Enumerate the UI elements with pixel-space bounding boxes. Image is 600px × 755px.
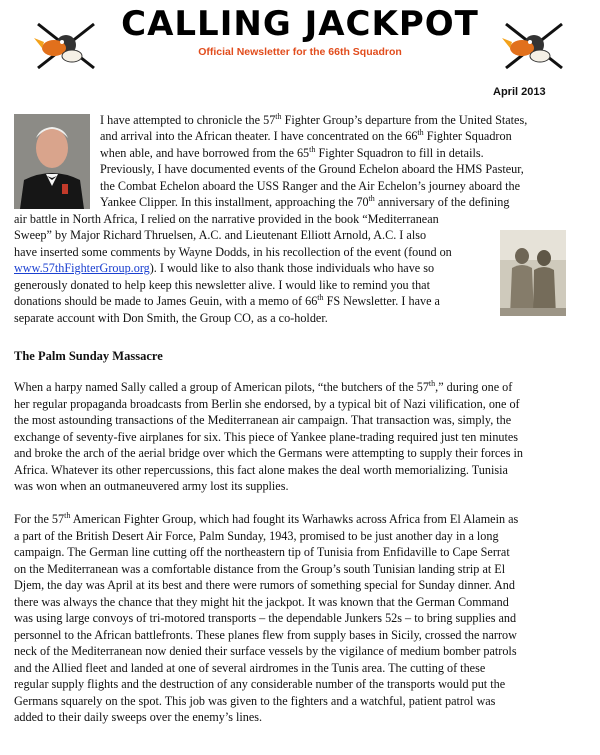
body-line: added to their daily sweeps over the enemy’s lines.	[14, 710, 263, 724]
intro-line: I have attempted to chronicle the 57th Fighter Group’s departure from the United States,	[100, 111, 528, 127]
body-line: For the 57th American Fighter Group, which had fought its Warhawks across Africa from El Alamein as	[14, 510, 519, 526]
squadron-insignia-icon	[500, 18, 568, 74]
intro-line: Sweep” by Major Richard Thruelsen, A.C. and Lieutenant Elliott Arnold, A.C. I also	[14, 228, 427, 242]
body-line: on the Mediterranean was a comfortable distance from the Group’s south Tunisian landing strip at El	[14, 562, 506, 576]
squadron-insignia-icon	[32, 18, 100, 74]
body-line: personnel to the African battlefronts. These planes flew from supply bases in Sicily, crossed the narrow	[14, 628, 517, 642]
intro-line: generously donated to help keep this newsletter alive. I would like to remind you that	[14, 278, 430, 292]
body-line: Germans squarely on the spot. This job was given to the fighters and a watchful, patient patrol was	[14, 694, 496, 708]
body-line: and broke the arch of the aerial bridge over which the Germans were attempting to supply their forces in	[14, 446, 523, 460]
body-line: a part of the British Desert Air Force, Palm Sunday, 1943, promised to be just another day in a long	[14, 529, 499, 543]
body-line: exchange of seventy-five airplanes for six. This piece of Yankee plane-trading required just ten minutes	[14, 430, 519, 444]
group-website-link[interactable]: www.57thFighterGroup.org	[14, 261, 150, 275]
body-line: regular supply flights and the destruction of any considerable number of the transports would put the	[14, 677, 506, 691]
intro-line: and arrival into the African theater. I have concentrated on the 66th Fighter Squadron	[100, 127, 512, 143]
intro-line: donations should be made to James Geuin, with a memo of 66th FS Newsletter. I have a	[14, 292, 440, 308]
body-line: neck of the Mediterranean now denied their surface vessels by the vigilance of medium bomber patrols	[14, 644, 517, 658]
intro-line: Previously, I have documented events of the Ground Echelon aboard the HMS Pasteur,	[100, 162, 524, 176]
masthead	[100, 4, 500, 58]
section-heading: The Palm Sunday Massacre	[14, 349, 163, 363]
intro-line: Yankee Clipper. In this installment, approaching the 70th anniversary of the defining	[100, 193, 510, 209]
body-line: her regular propaganda broadcasts from Berlin she endorsed, by a typical bit of Nazi vilification, one of	[14, 397, 520, 411]
body-line: was using large convoys of tri-motored transports – the dependable Junkers 52s – to bring supplies and	[14, 611, 517, 625]
issue-date: April 2013	[493, 86, 546, 98]
intro-line: have inserted some comments by Wayne Dodds, in his recollection of the event (found on	[14, 245, 452, 259]
body-line: campaign. The German line cutting off the northeastern tip of Tunisia from Enfidaville to Cape Serrat	[14, 545, 510, 559]
intro-line: air battle in North Africa, I relied on the narrative provided in the book “Mediterranean	[14, 212, 439, 226]
intro-line: when able, and have borrowed from the 65th Fighter Squadron to fill in details.	[100, 144, 484, 160]
body-line: and the Allied fleet and landed at one of several airdromes in the Tunis area. The cutting of these	[14, 661, 486, 675]
intro-line: separate account with Don Smith, the Group CO, as a co-holder.	[14, 311, 328, 325]
body-line: there was always the chance that they might hit the jackpot. It was known that the German Command	[14, 595, 509, 609]
body-line: Africa. Whatever its other repercussions, this fact alone makes the deal worth memorializing. Tunisia	[14, 463, 508, 477]
author-portrait-photo	[14, 114, 90, 209]
newsletter-title: CALLING JACKPOT	[121, 4, 479, 44]
pilots-vintage-photo	[500, 230, 566, 316]
newsletter-subtitle: Official Newsletter for the 66th Squadron	[198, 46, 402, 58]
intro-line: the Combat Echelon aboard the USS Ranger and the Air Echelon’s journey aboard the	[100, 179, 521, 193]
body-line: the most astounding transactions of the Mediterranean air campaign. That transaction was, simply, the	[14, 413, 512, 427]
body-line: When a harpy named Sally called a group of American pilots, “the butchers of the 57th,” during one of	[14, 378, 513, 394]
intro-line: www.57thFighterGroup.org). I would like to also thank those individuals who have so	[14, 261, 435, 275]
body-line: was won when an outmaneuvered army lost its supplies.	[14, 479, 289, 493]
body-line: Djem, the day was April at its best and there were rumors of something special for Sunday dinner. And	[14, 578, 515, 592]
